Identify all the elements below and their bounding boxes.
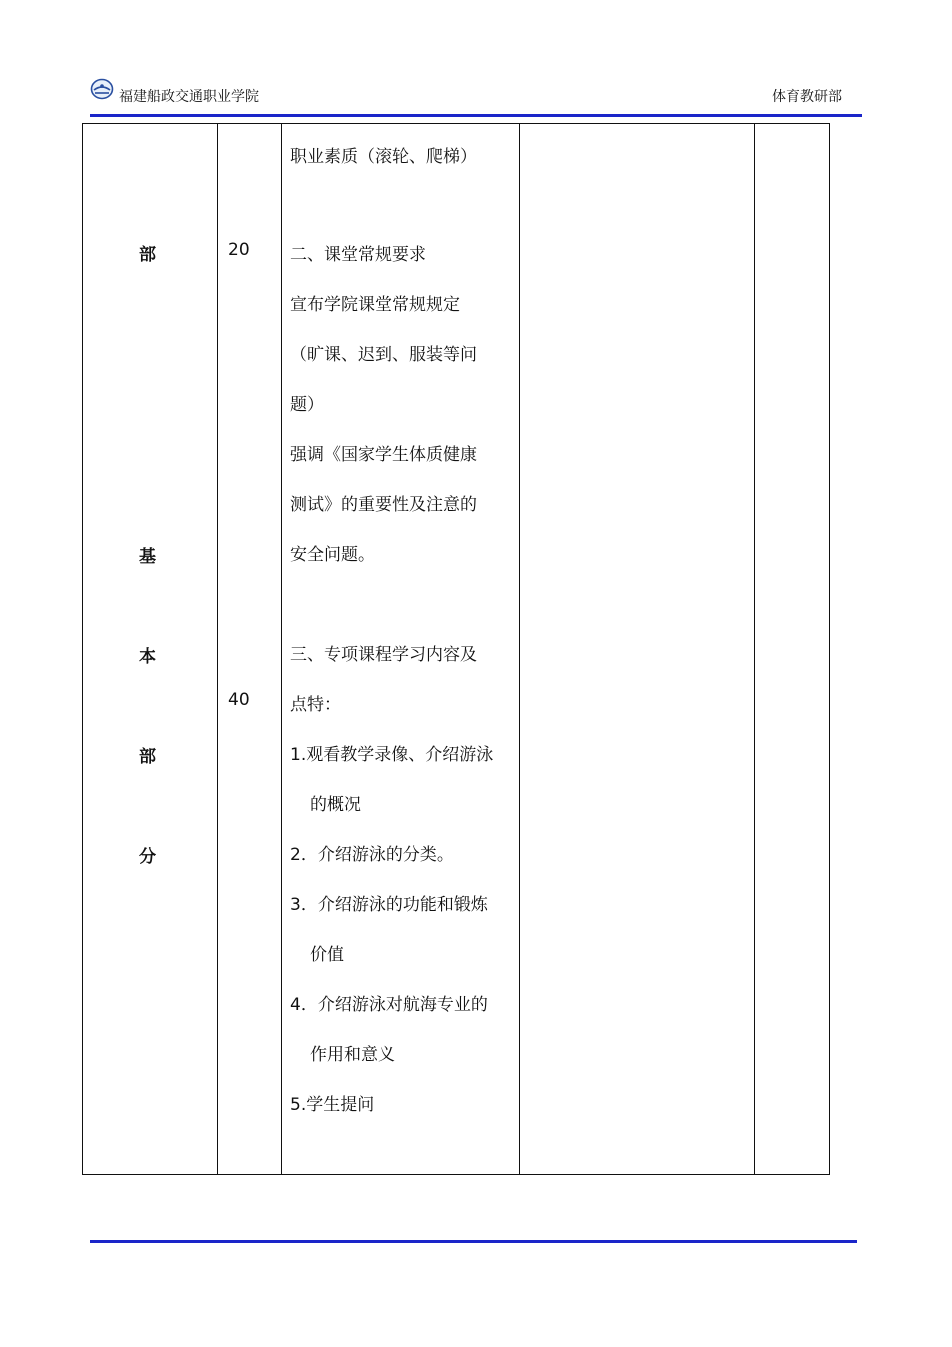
content-line: 点特： xyxy=(290,695,341,715)
content-line: 题） xyxy=(290,395,324,415)
content-line: 三、专项课程学习内容及 xyxy=(290,645,477,665)
content-line: 强调《国家学生体质健康 xyxy=(290,445,477,465)
empty-column-narrow xyxy=(755,124,830,1175)
content-line: 3．介绍游泳的功能和锻炼 xyxy=(290,895,488,915)
content-line: 2．介绍游泳的分类。 xyxy=(290,845,454,865)
content-line: 的概况 xyxy=(310,795,361,815)
footer-rule xyxy=(90,1240,857,1243)
content-line: 测试》的重要性及注意的 xyxy=(290,495,477,515)
content-line: 二、课堂常规要求 xyxy=(290,245,426,265)
content-line: 宣布学院课堂常规规定 xyxy=(290,295,460,315)
time-value: 40 xyxy=(228,690,250,710)
content-line: 价值 xyxy=(310,945,344,965)
content-line: （旷课、迟到、服装等问 xyxy=(290,345,477,365)
section-char: 部 xyxy=(139,747,156,767)
section-column xyxy=(83,124,218,1175)
table-row xyxy=(83,124,830,1175)
section-char: 本 xyxy=(139,647,156,667)
header-rule xyxy=(90,114,862,117)
school-name: 福建船政交通职业学院 xyxy=(119,89,259,105)
content-line: 安全问题。 xyxy=(290,545,375,565)
time-value: 20 xyxy=(228,240,250,260)
content-line: 作用和意义 xyxy=(310,1045,395,1065)
content-line: 1.观看教学录像、介绍游泳 xyxy=(290,745,494,765)
content-column xyxy=(282,124,520,1175)
section-char: 基 xyxy=(139,547,156,567)
page-header xyxy=(90,76,842,106)
time-column xyxy=(218,124,282,1175)
content-line: 4．介绍游泳对航海专业的 xyxy=(290,995,488,1015)
section-char: 分 xyxy=(139,847,156,867)
department-name: 体育教研部 xyxy=(772,89,842,105)
section-char: 部 xyxy=(139,245,156,265)
empty-column xyxy=(520,124,755,1175)
content-line: 职业素质（滚轮、爬梯） xyxy=(290,147,477,167)
lesson-plan-table xyxy=(82,123,830,1175)
school-logo-icon xyxy=(90,78,114,100)
content-line: 5.学生提问 xyxy=(290,1095,375,1115)
